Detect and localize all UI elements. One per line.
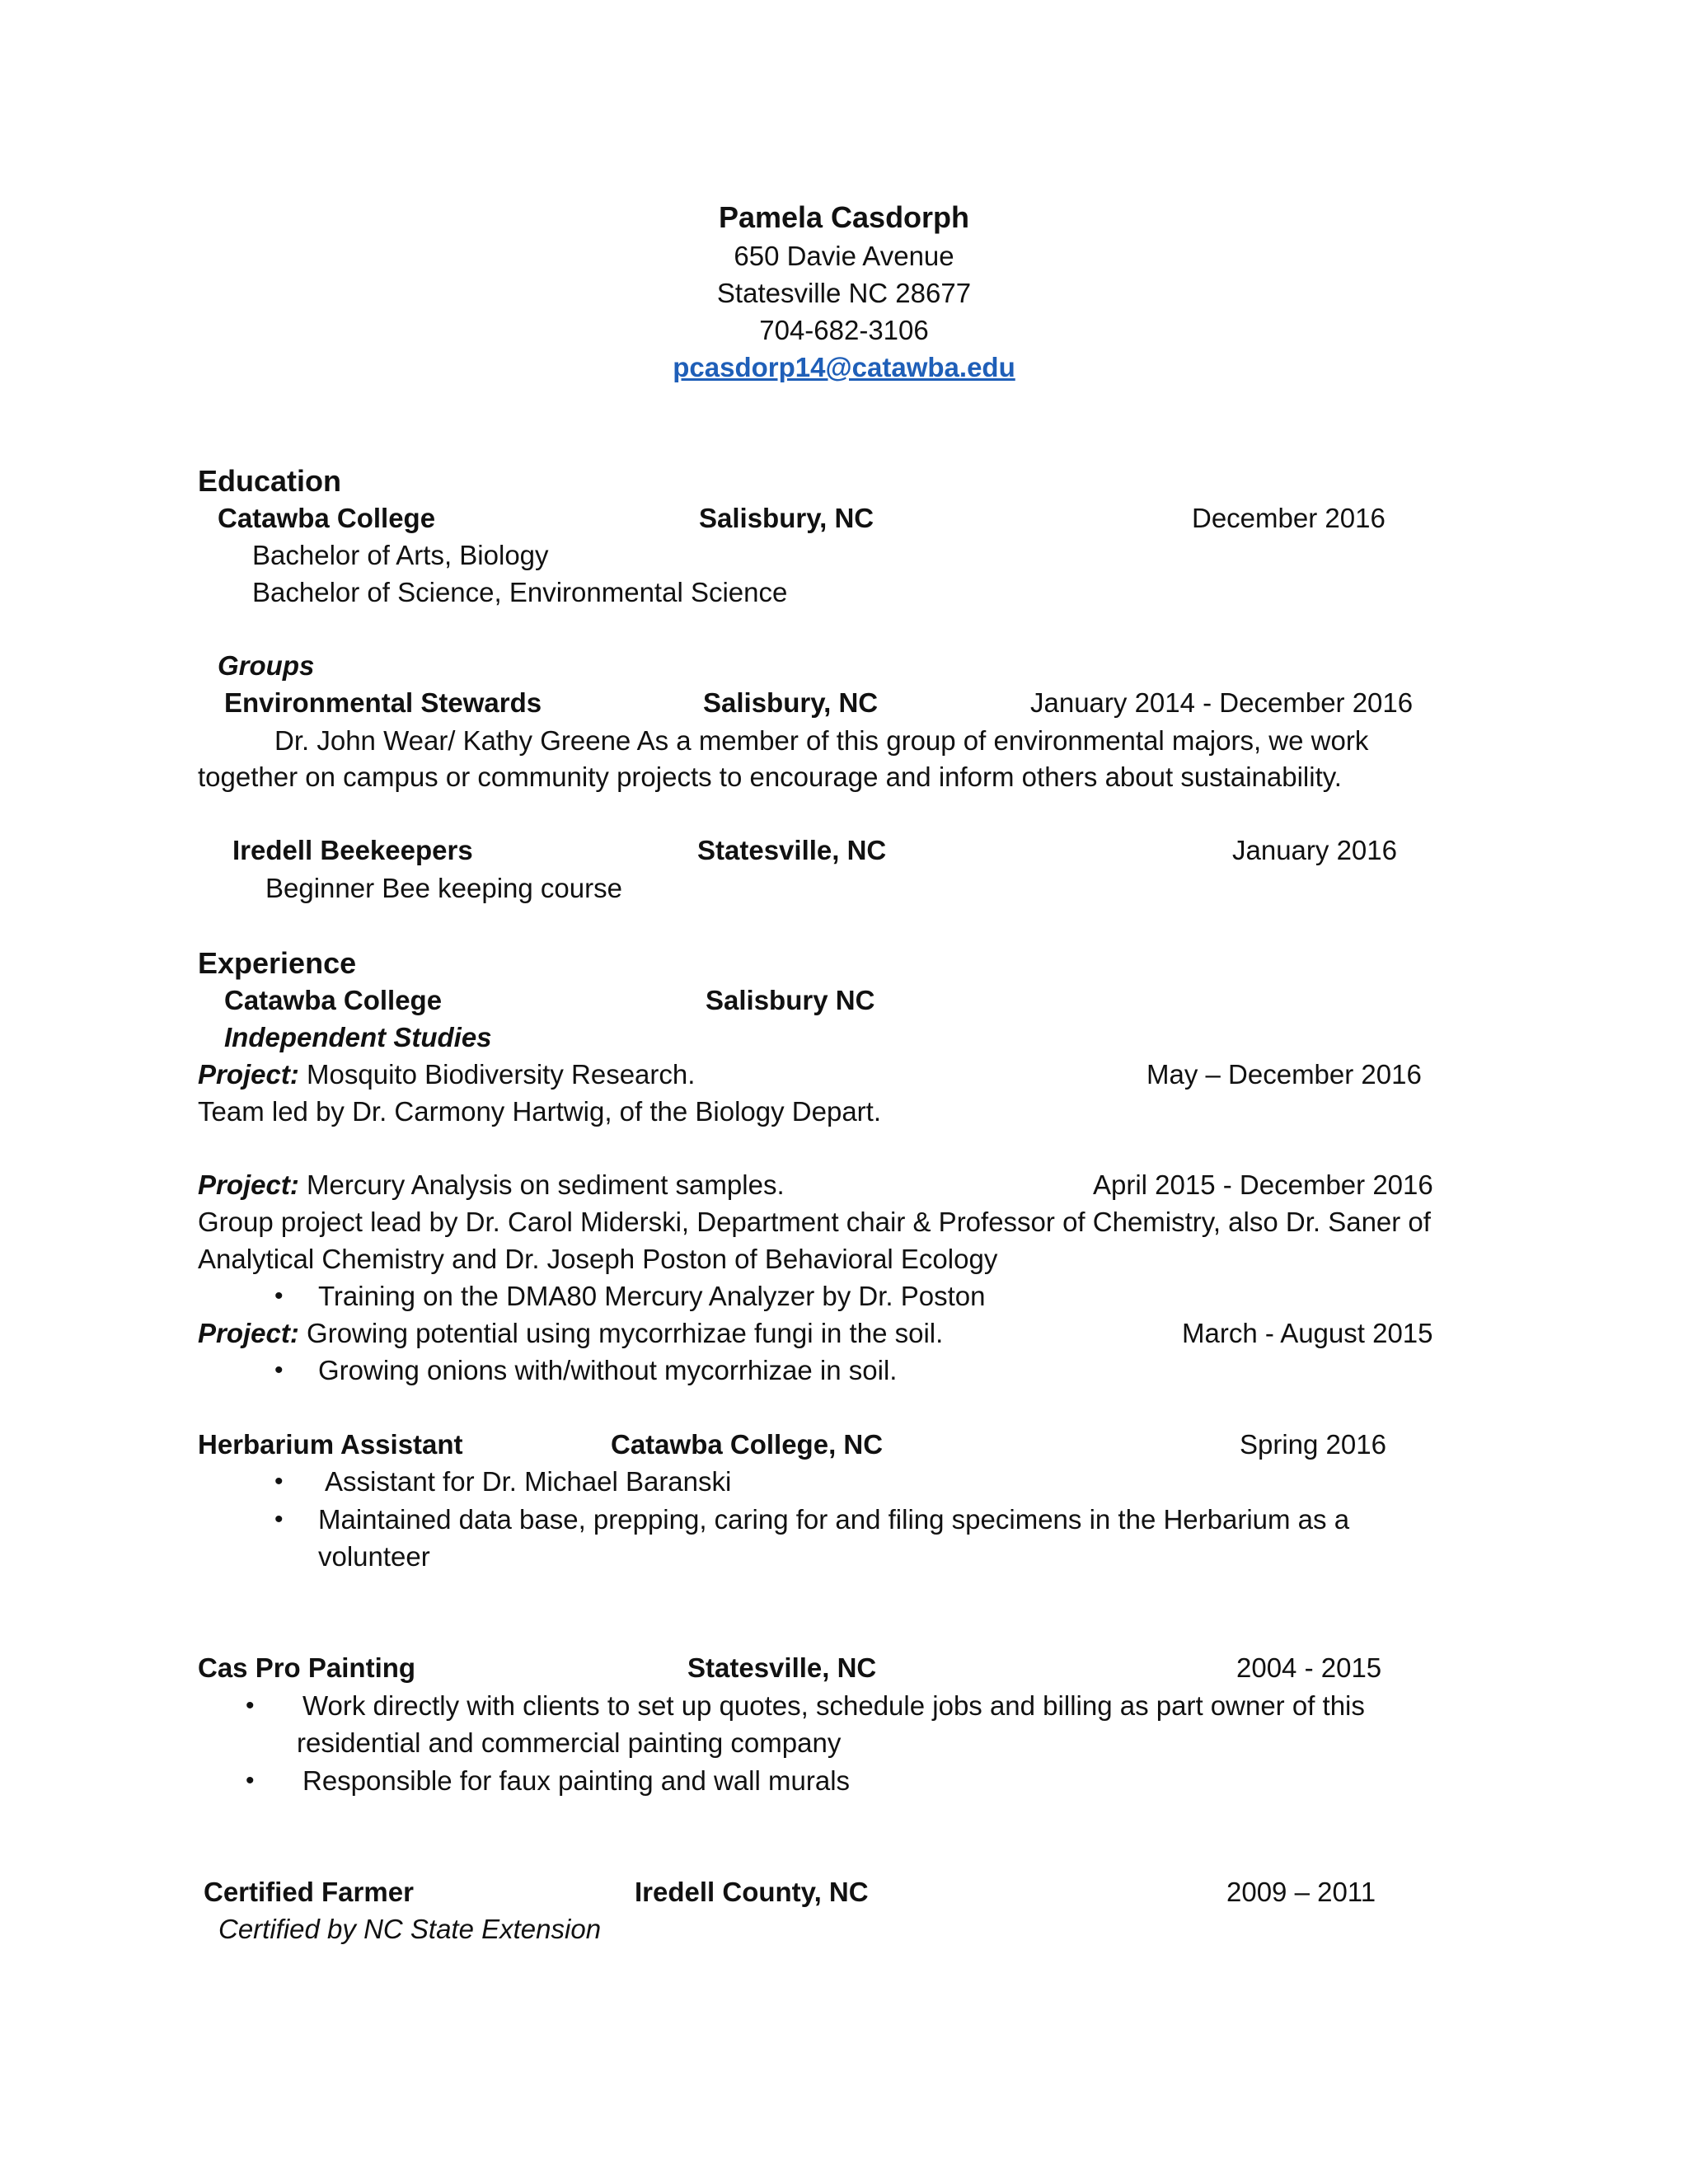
farmer-description: Certified by NC State Extension [218,1914,602,1944]
project-1-description: Team led by Dr. Carmony Hartwig, of the Biology Depart. [198,1096,882,1127]
project-3-bullet: Growing onions with/without mycorrhizae in soil. [318,1355,898,1385]
applicant-name: Pamela Casdorph [718,200,970,234]
farmer-title: Certified Farmer [204,1877,414,1907]
group-1-name: Environmental Stewards [224,687,542,718]
email-container [0,349,1688,386]
project-3-title: Growing potential using mycorrhizae fungi in the soil. [298,1318,944,1348]
project-1-date: May – December 2016 [1146,1059,1422,1090]
group-1-description-2: together on campus or community projects to encourage and inform others about sustainability. [198,762,1342,792]
project-1-title: Mosquito Biodiversity Research. [298,1059,696,1090]
project-3-line [198,1315,943,1352]
project-2-title: Mercury Analysis on sediment samples. [298,1169,785,1200]
experience-org-location: Salisbury NC [706,985,875,1015]
bullet-icon: • [274,1282,284,1310]
bullet-icon: • [274,1506,284,1533]
group-2-date: January 2016 [1232,835,1397,865]
herbarium-title: Herbarium Assistant [198,1429,463,1460]
herbarium-bullet-2-line-1: Maintained data base, prepping, caring for and filing specimens in the Herbarium as a [318,1504,1350,1535]
education-degree-2: Bachelor of Science, Environmental Science [252,577,788,607]
project-2-bullet: Training on the DMA80 Mercury Analyzer by Dr. Poston [318,1281,986,1311]
group-2-name: Iredell Beekeepers [232,835,473,865]
project-1-label: Project: [198,1059,299,1090]
project-3-date: March - August 2015 [1182,1318,1433,1348]
farmer-date: 2009 – 2011 [1226,1877,1376,1907]
caspro-bullet-1-line-1: Work directly with clients to set up quotes, schedule jobs and billing as part owner of this [302,1690,1365,1721]
group-1-description-1: Dr. John Wear/ Kathy Greene As a member of this group of environmental majors, we work [274,725,1369,756]
herbarium-bullet-2-line-2: volunteer [318,1541,430,1572]
project-2-label: Project: [198,1169,299,1200]
bullet-icon: • [274,1468,284,1495]
group-1-date: January 2014 - December 2016 [1030,687,1414,718]
bullet-icon: • [246,1692,255,1719]
caspro-title: Cas Pro Painting [198,1652,416,1683]
phone-number: 704-682-3106 [759,315,929,345]
experience-org: Catawba College [224,985,443,1015]
address-line-1: 650 Davie Avenue [734,241,954,271]
email-link[interactable]: pcasdorp14@catawba.edu [673,352,1015,382]
bullet-icon: • [246,1767,255,1794]
caspro-bullet-1-line-2: residential and commercial painting company [297,1727,842,1758]
education-date: December 2016 [1192,503,1386,533]
caspro-location: Statesville, NC [687,1652,877,1683]
project-3-label: Project: [198,1318,299,1348]
farmer-location: Iredell County, NC [635,1877,869,1907]
project-2-date: April 2015 - December 2016 [1093,1169,1433,1200]
experience-heading: Experience [198,946,357,980]
project-2-line [198,1167,785,1203]
project-2-description-1: Group project lead by Dr. Carol Miderski, Department chair & Professor of Chemistry, also Dr. Saner of [198,1207,1431,1237]
education-heading: Education [198,464,342,498]
education-school: Catawba College [218,503,436,533]
groups-heading: Groups [218,650,315,681]
independent-studies-heading: Independent Studies [224,1022,492,1052]
education-degree-1: Bachelor of Arts, Biology [252,540,549,570]
herbarium-bullet-1: Assistant for Dr. Michael Baranski [325,1466,732,1497]
group-1-location: Salisbury, NC [703,687,879,718]
caspro-date: 2004 - 2015 [1236,1652,1382,1683]
herbarium-date: Spring 2016 [1240,1429,1386,1460]
group-2-location: Statesville, NC [697,835,887,865]
herbarium-location: Catawba College, NC [611,1429,884,1460]
project-2-description-2: Analytical Chemistry and Dr. Joseph Poston of Behavioral Ecology [198,1244,998,1274]
address-line-2: Statesville NC 28677 [716,278,972,308]
group-2-description: Beginner Bee keeping course [265,873,622,903]
education-location: Salisbury, NC [699,503,874,533]
project-1-line [198,1057,695,1093]
caspro-bullet-2: Responsible for faux painting and wall murals [302,1765,851,1796]
bullet-icon: • [274,1357,284,1384]
